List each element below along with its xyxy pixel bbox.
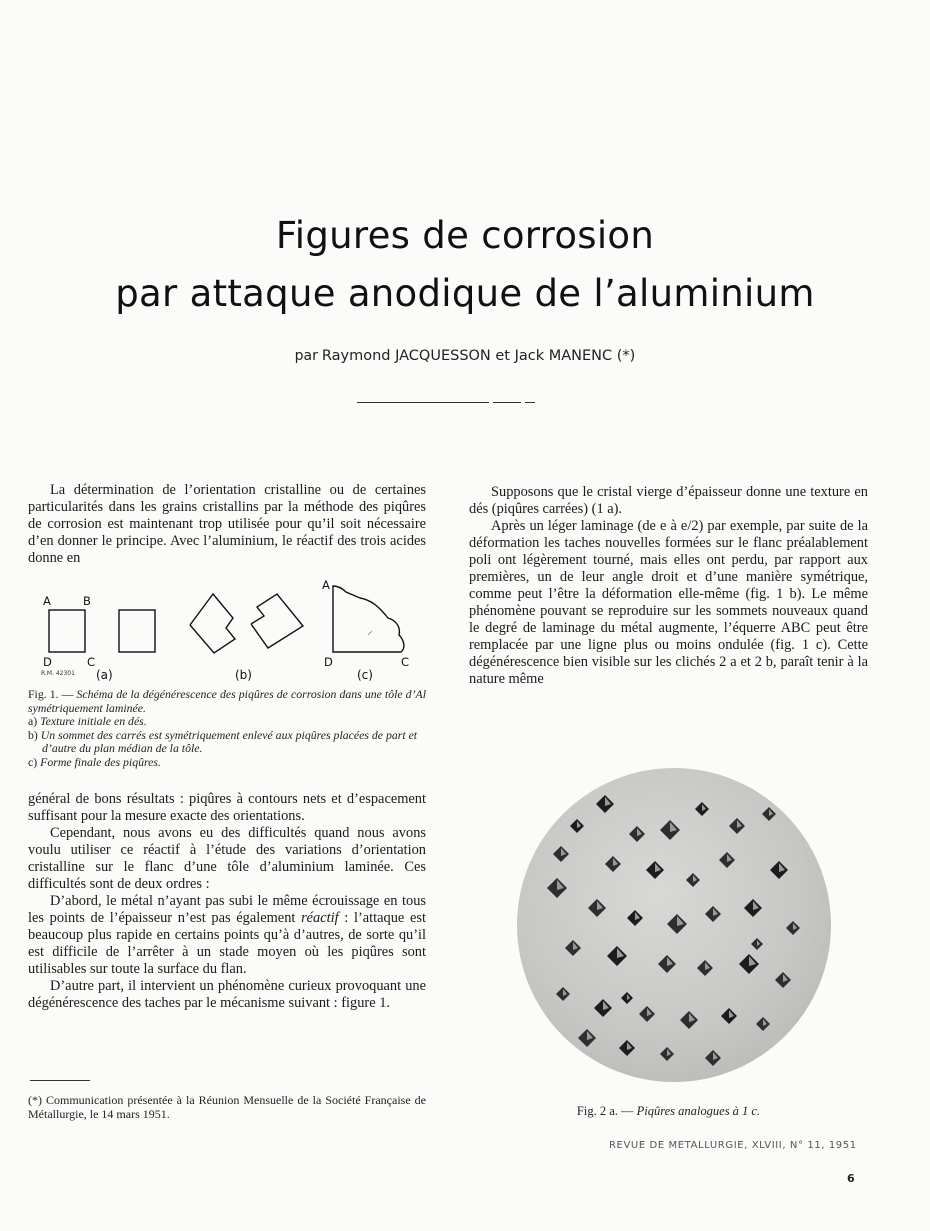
figure-1-caption-item-a	[28, 715, 426, 729]
paragraph-rolling: Après un léger laminage (de e à e/2) par exemple, par suite de la déformation les taches nouvelles formées sur le flanc préalablement poli ont légèrement tourné, mais elles ont perdu, par rapport aux premières, un de leur angle droit et d’une manière symétrique, comme peut l’être la déformation elle-même (fig. 1 b). Le même phénomène pouvant se reproduire sur les sommets nouveaux quand le degré de laminage du métal augmente, l’équerre ABC peut être remplacée par une ligne plus ou moins ondulée (fig. 1 c). Cette dégénérescence bien visible sur les clichés 2 a et 2 b, paraît tenir à la nature même	[469, 518, 868, 687]
authors-line	[0, 347, 930, 365]
figure-1-diagram	[28, 578, 428, 688]
title-rule-short	[493, 402, 521, 403]
label-c-c: C	[401, 655, 410, 669]
paragraph-difficulties: Cependant, nous avons eu des difficultés quand nous avons voulu utiliser ce réactif à l’étude des variations d’orientation cristalline sur le flanc d’une tôle d’aluminium laminée. Ces difficultés sont de deux ordres :	[28, 825, 426, 892]
figure-1-caption-head	[28, 688, 426, 715]
figure-1-caption-text: Schéma de la dégénérescence des piqûres de corrosion dans une tôle d’Al symétriquement laminée.	[28, 687, 426, 715]
subfigure-label-a: (a)	[96, 668, 113, 682]
footnote-rule	[30, 1080, 90, 1081]
right-column-body	[469, 484, 868, 688]
caption-key-a: a)	[28, 714, 38, 728]
authors-prefix: par	[294, 348, 318, 364]
figure-2a-caption-text: Piqûres analogues à 1 c.	[636, 1104, 761, 1118]
label-a-c: A	[322, 578, 330, 592]
paragraph-second-difficulty: D’autre part, il intervient un phénomène curieux provoquant une dégénérescence des taches par le mécanisme suivant : figure 1.	[28, 978, 426, 1011]
author-names: Raymond JACQUESSON et Jack MANENC (*)	[321, 348, 636, 364]
left-column-intro	[28, 482, 426, 567]
label-b: B	[83, 594, 91, 608]
figure-2a-caption	[469, 1104, 868, 1119]
figure-1-caption	[28, 688, 426, 769]
square-a-right	[119, 610, 155, 652]
figure-1-caption-item-c	[28, 756, 426, 770]
square-a-left	[49, 610, 85, 652]
left-column-body	[28, 791, 426, 1012]
caption-text-a: Texture initiale en dés.	[40, 714, 147, 728]
figure-1-stamp: R.M. 42301	[41, 670, 75, 677]
article-title-line-1: Figures de corrosion	[275, 214, 655, 257]
p3-end: : l’attaque est beaucoup plus rapide en certains points qu’à d’autres, de sorte qu’il est difficile de l’arrêter à un stade moyen où les piqûres sont utilisables sur toute la surface du flan.	[28, 910, 426, 977]
title-rule-dash	[525, 402, 535, 403]
subfigure-label-b: (b)	[235, 668, 252, 682]
paragraph-intro: La détermination de l’orientation cristalline ou de certaines particularités dans les grains cristallins par la méthode des piqûres de corrosion est maintenant trop utilisée pour qu’il soit nécessaire d’en donner le principe. Avec l’aluminium, le réactif des trois acides donne en	[28, 482, 426, 566]
label-d: D	[43, 655, 52, 669]
corrosion-pits	[517, 768, 831, 1082]
figure-1-caption-label: Fig. 1. —	[28, 687, 74, 701]
shape-b-right	[251, 594, 303, 648]
paragraph-continued: général de bons résultats : piqûres à contours nets et d’espacement suffisant pour la mesure exacte des orientations.	[28, 791, 426, 824]
shape-c	[333, 586, 404, 652]
article-title-line-2: par attaque anodique de l’aluminium	[115, 272, 815, 315]
figure-2a-micrograph	[517, 768, 831, 1082]
shape-b-left	[190, 594, 235, 653]
figure-2a-stamp: R.M. 42302 A	[540, 1024, 576, 1066]
caption-key-b: b)	[28, 727, 38, 742]
footnote: (*) Communication présentée à la Réunion Mensuelle de la Société Française de Métallurgie, le 14 mars 1951.	[28, 1093, 426, 1121]
figure-1-caption-item-b	[28, 729, 426, 756]
p3-italic: réactif	[301, 910, 339, 926]
journal-reference: REVUE DE METALLURGIE, XLVIII, N° 11, 1951	[609, 1140, 857, 1151]
caption-text-b: Un sommet des carrés est symétriquement enlevé aux piqûres placées de part et d’autre du plan médian de la tôle.	[40, 727, 418, 755]
paragraph-hypothesis: Supposons que le cristal vierge d’épaisseur donne une texture en dés (piqûres carrées) (1 a).	[469, 484, 868, 517]
caption-text-c: Forme finale des piqûres.	[40, 754, 161, 769]
title-rule	[357, 402, 489, 403]
label-d-c: D	[324, 655, 333, 669]
page-number: 6	[847, 1172, 855, 1185]
paragraph-first-difficulty	[28, 893, 426, 978]
p3-start: D’abord, le métal n’ayant pas subi le même écrouissage en tous les points de l’épaisseur n’est pas également	[28, 893, 426, 926]
figure-2a-caption-label: Fig. 2 a. —	[576, 1104, 634, 1118]
subfigure-label-c: (c)	[357, 668, 373, 682]
caption-key-c: c)	[28, 754, 38, 769]
label-c: C	[87, 655, 96, 669]
label-a: A	[43, 594, 51, 608]
